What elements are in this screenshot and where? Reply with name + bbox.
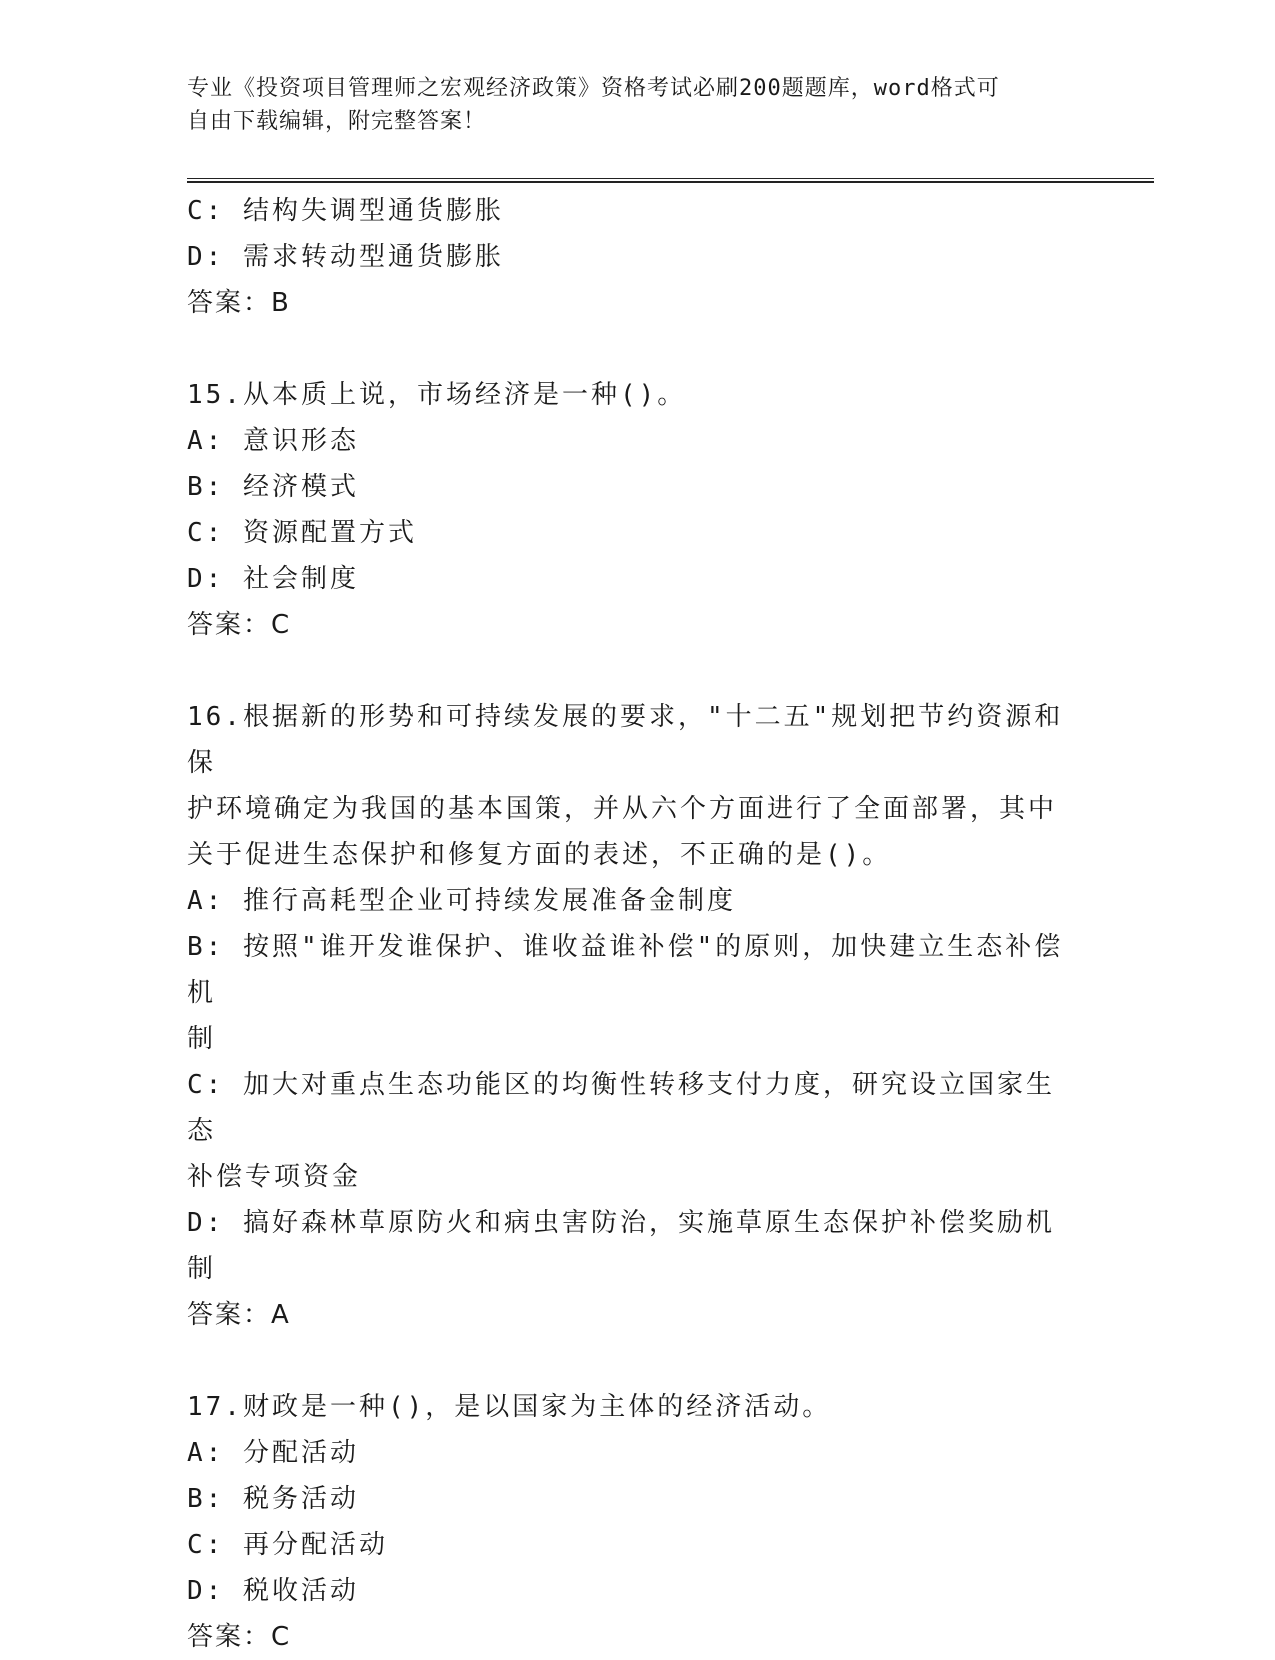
answer-line: 答案：B: [187, 288, 291, 318]
page-header: [187, 72, 1077, 138]
question-stem-line-3: 关于促进生态保护和修复方面的表述，不正确的是()。: [187, 840, 892, 870]
header-line-2: 自由下载编辑，附完整答案！: [187, 109, 487, 134]
question-16: [187, 694, 1077, 1338]
question-stem: 17.财政是一种()，是以国家为主体的经济活动。: [187, 1392, 832, 1422]
option-d: D: 需求转动型通货膨胀: [187, 242, 504, 272]
option-c-line-1: C: 加大对重点生态功能区的均衡性转移支付力度，研究设立国家生态: [187, 1070, 1055, 1146]
spacer: [187, 648, 1077, 694]
question-17: [187, 1384, 1077, 1660]
option-b-line-1: B: 按照"谁开发谁保护、谁收益谁补偿"的原则，加快建立生态补偿机: [187, 932, 1064, 1008]
option-b-line-2: 制: [187, 1024, 217, 1054]
option-d: D: 税收活动: [187, 1576, 359, 1606]
question-14-tail: [187, 188, 1077, 326]
header-divider-thick: [187, 181, 1154, 183]
option-c: C: 再分配活动: [187, 1530, 388, 1560]
spacer: [187, 326, 1077, 372]
question-stem: 15.从本质上说，市场经济是一种()。: [187, 380, 687, 410]
question-stem-line-2: 护环境确定为我国的基本国策，并从六个方面进行了全面部署，其中: [187, 794, 1058, 824]
spacer: [187, 1338, 1077, 1384]
option-a: A: 分配活动: [187, 1438, 359, 1468]
option-a: A: 意识形态: [187, 426, 359, 456]
question-list: [187, 188, 1077, 1660]
header-line-1: 专业《投资项目管理师之宏观经济政策》资格考试必刷200题题库，word格式可: [187, 76, 1000, 101]
option-b: B: 经济模式: [187, 472, 359, 502]
option-c: C: 结构失调型通货膨胀: [187, 196, 504, 226]
answer-line: 答案：C: [187, 610, 292, 640]
option-b: B: 税务活动: [187, 1484, 359, 1514]
answer-line: 答案：A: [187, 1300, 291, 1330]
option-d: D: 社会制度: [187, 564, 359, 594]
answer-line: 答案：C: [187, 1622, 292, 1652]
option-c: C: 资源配置方式: [187, 518, 417, 548]
option-d: D: 搞好森林草原防火和病虫害防治，实施草原生态保护补偿奖励机制: [187, 1208, 1055, 1284]
option-a: A: 推行高耗型企业可持续发展准备金制度: [187, 886, 736, 916]
question-stem-line-1: 16.根据新的形势和可持续发展的要求，"十二五"规划把节约资源和保: [187, 702, 1064, 778]
question-15: [187, 372, 1077, 648]
option-c-line-2: 补偿专项资金: [187, 1162, 362, 1192]
header-divider-thin: [187, 178, 1154, 179]
